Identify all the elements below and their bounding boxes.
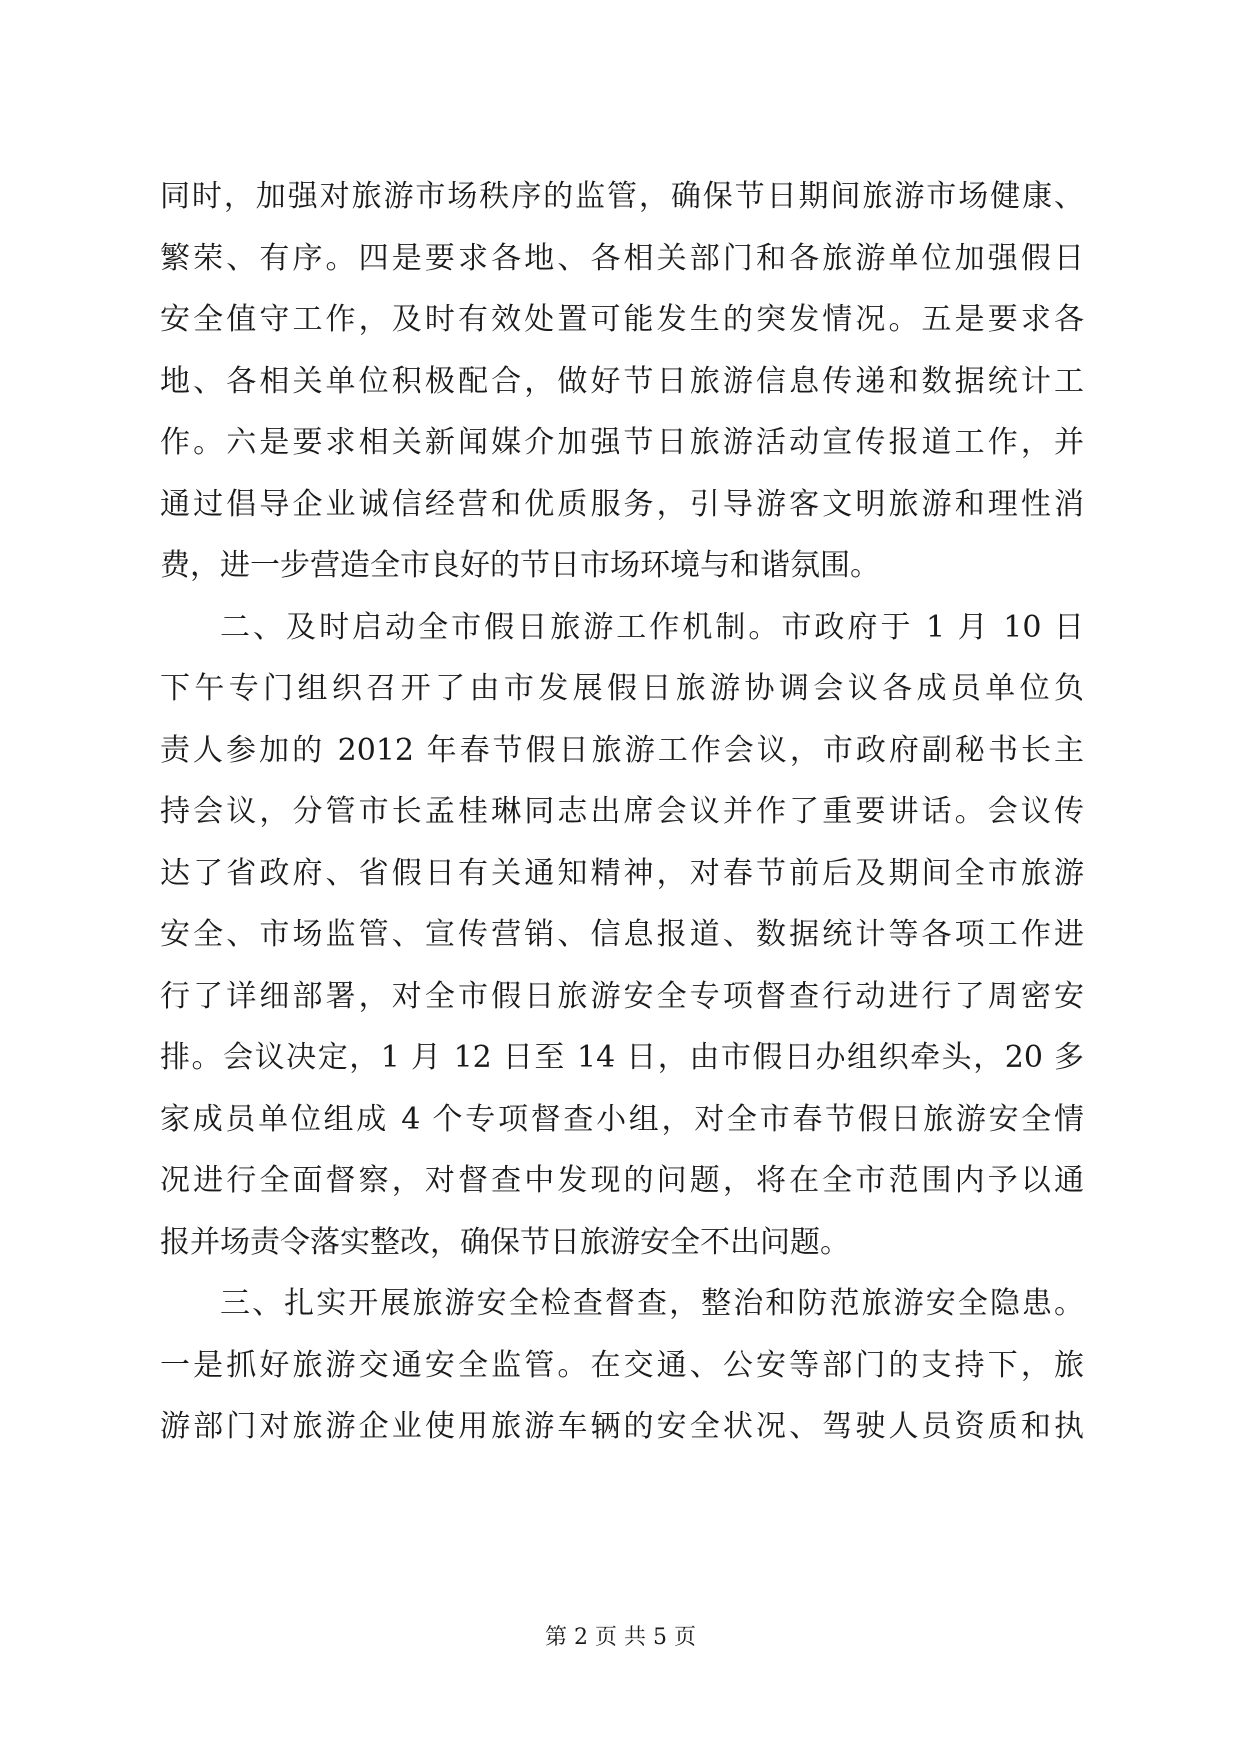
- paragraph-2-line-10: 况进行全面督察，对督查中发现的问题，将在全市范围内予以通: [160, 1163, 1084, 1198]
- paragraph-1-line-6: 通过倡导企业诚信经营和优质服务，引导游客文明旅游和理性消: [160, 486, 1084, 522]
- paragraph-1-line-1: 同时，加强对旅游市场秩序的监管，确保节日期间旅游市场健康、: [160, 179, 1084, 214]
- paragraph-3-line-1: 三、扎实开展旅游安全检查督查，整治和防范旅游安全隐患。: [220, 1286, 1084, 1321]
- paragraph-2-line-6: 安全、市场监管、宣传营销、信息报道、数据统计等各项工作进: [160, 917, 1084, 952]
- paragraph-2-line-8: 排。会议决定，1 月 12 日至 14 日，由市假日办组织牵头，20 多: [160, 1040, 1084, 1075]
- paragraph-2-line-9: 家成员单位组成 4 个专项督查小组，对全市春节假日旅游安全情: [160, 1101, 1084, 1137]
- paragraph-3-line-2: 一是抓好旅游交通安全监管。在交通、公安等部门的支持下，旅: [160, 1347, 1084, 1383]
- paragraph-2-line-4: 持会议，分管市长孟桂琳同志出席会议并作了重要讲话。会议传: [160, 794, 1084, 829]
- paragraph-1-line-7: 费，进一步营造全市良好的节日市场环境与和谐氛围。: [160, 548, 880, 583]
- paragraph-2-line-1: 二、及时启动全市假日旅游工作机制。市政府于 1 月 10 日: [220, 609, 1084, 645]
- paragraph-2-line-3: 责人参加的 2012 年春节假日旅游工作会议，市政府副秘书长主: [160, 732, 1084, 768]
- paragraph-1-line-2: 繁荣、有序。四是要求各地、各相关部门和各旅游单位加强假日: [160, 240, 1084, 276]
- paragraph-3-line-3: 游部门对旅游企业使用旅游车辆的安全状况、驾驶人员资质和执: [160, 1409, 1084, 1444]
- paragraph-2-line-5: 达了省政府、省假日有关通知精神，对春节前后及期间全市旅游: [160, 855, 1084, 891]
- paragraph-1-line-5: 作。六是要求相关新闻媒介加强节日旅游活动宣传报道工作，并: [160, 425, 1084, 460]
- paragraph-1-line-4: 地、各相关单位积极配合，做好节日旅游信息传递和数据统计工: [160, 363, 1084, 399]
- paragraph-2-line-7: 行了详细部署，对全市假日旅游安全专项督查行动进行了周密安: [160, 978, 1084, 1014]
- paragraph-2-line-11: 报并场责令落实整改，确保节日旅游安全不出问题。: [160, 1224, 850, 1260]
- paragraph-2-line-2: 下午专门组织召开了由市发展假日旅游协调会议各成员单位负: [160, 671, 1084, 706]
- body-text: [160, 166, 1084, 1458]
- paragraph-1-line-3: 安全值守工作，及时有效处置可能发生的突发情况。五是要求各: [160, 302, 1084, 337]
- page-number-footer: 第 2 页 共 5 页: [545, 1625, 696, 1650]
